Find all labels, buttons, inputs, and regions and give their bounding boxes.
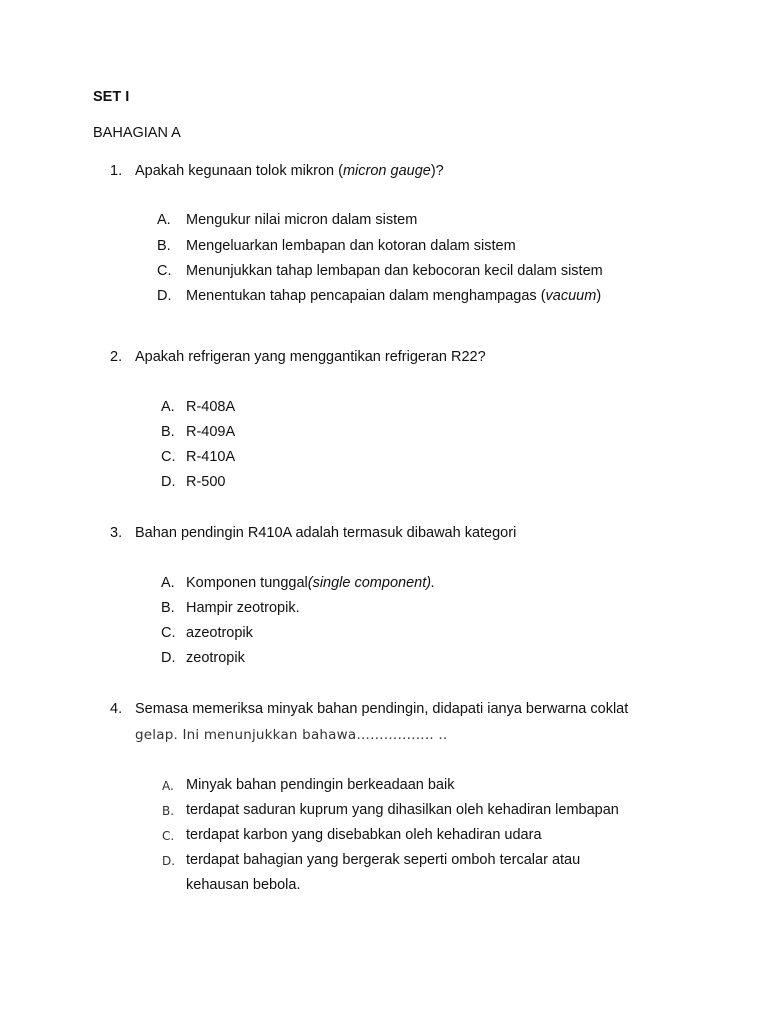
option-text: Mengukur nilai micron dalam sistem: [186, 212, 418, 228]
option-text: R-409A: [186, 424, 236, 440]
option-text: R-500: [186, 474, 226, 490]
option-letter: B.: [161, 600, 175, 616]
option-text: Komponen tunggal(single component).: [186, 575, 436, 591]
question-number: 3.: [110, 525, 123, 541]
question-2-text: Apakah refrigeran yang menggantikan refrigeran R22?: [135, 349, 486, 365]
option-text: azeotropik: [186, 625, 253, 641]
option-text: Menunjukkan tahap lembapan dan kebocoran kecil dalam sistem: [186, 263, 603, 279]
option-letter: B.: [162, 804, 175, 818]
option-text: R-408A: [186, 399, 236, 415]
option-text: Mengeluarkan lembapan dan kotoran dalam sistem: [186, 238, 516, 254]
question-number: 2.: [110, 349, 123, 365]
question-1-text: Apakah kegunaan tolok mikron (micron gauge)?: [135, 163, 444, 179]
option-text: R-410A: [186, 449, 236, 465]
option-letter: B.: [161, 424, 175, 440]
option-text: Hampir zeotropik.: [186, 600, 300, 616]
question-number: 4.: [110, 701, 123, 717]
option-text: Menentukan tahap pencapaian dalam menghampagas (vacuum): [186, 288, 602, 304]
option-letter: B.: [157, 238, 171, 254]
option-letter: D.: [161, 474, 176, 490]
option-letter: A.: [162, 779, 174, 793]
option-letter: D.: [161, 650, 176, 666]
question-number: 1.: [110, 163, 123, 179]
option-letter: D.: [162, 854, 176, 868]
question-4-text-line2: gelap. Ini menunjukkan bahawa…………….. ..: [135, 727, 448, 743]
set-title: SET I: [93, 89, 130, 105]
option-letter: C.: [161, 625, 176, 641]
section-title: BAHAGIAN A: [93, 125, 181, 141]
option-text: terdapat saduran kuprum yang dihasilkan oleh kehadiran lembapan: [186, 802, 619, 818]
option-letter: A.: [161, 399, 175, 415]
option-letter: C.: [157, 263, 172, 279]
option-text: zeotropik: [186, 650, 245, 666]
option-text: Minyak bahan pendingin berkeadaan baik: [186, 777, 455, 793]
option-text: terdapat karbon yang disebabkan oleh kehadiran udara: [186, 827, 542, 843]
option-text: terdapat bahagian yang bergerak seperti omboh tercalar atau: [186, 852, 581, 868]
option-letter: C.: [162, 829, 175, 843]
option-text-continued: kehausan bebola.: [186, 877, 301, 893]
option-letter: D.: [157, 288, 172, 304]
option-letter: A.: [157, 212, 171, 228]
option-letter: A.: [161, 575, 175, 591]
question-3-text: Bahan pendingin R410A adalah termasuk dibawah kategori: [135, 525, 517, 541]
option-letter: C.: [161, 449, 176, 465]
question-4-text: Semasa memeriksa minyak bahan pendingin, didapati ianya berwarna coklat: [135, 701, 629, 717]
